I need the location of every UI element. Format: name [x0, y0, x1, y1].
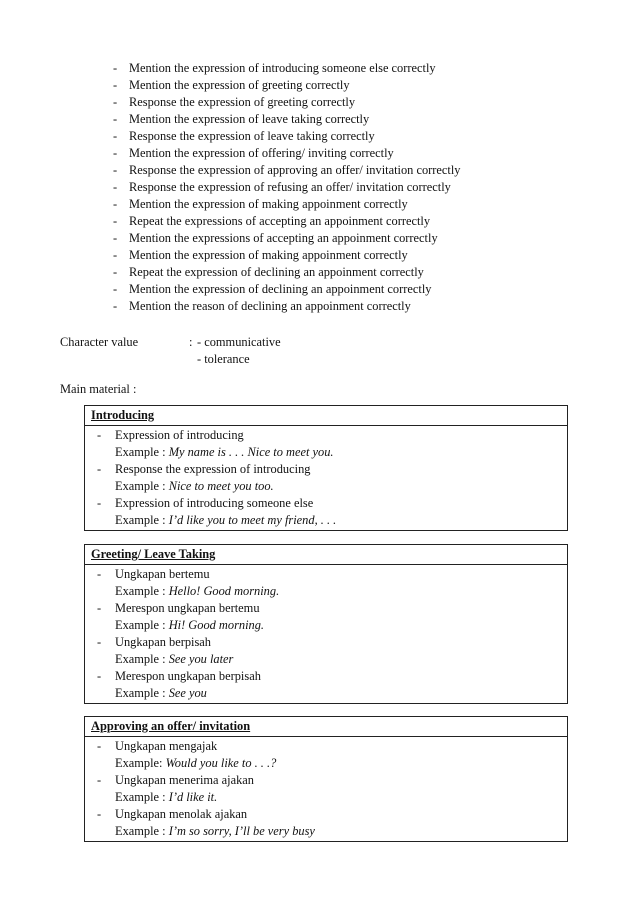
section-title: Approving an offer/ invitation: [85, 717, 567, 737]
list-item: - Merespon ungkapan bertemu Example : Hi! Good morning.: [97, 601, 265, 632]
character-value-communicative: - communicative: [197, 335, 281, 349]
example-line: Example : Nice to meet you too.: [115, 479, 274, 493]
list-item: - Repeat the expressions of accepting an appoinment correctly: [113, 214, 431, 228]
list-item: - Mention the expression of greeting correctly: [113, 78, 350, 92]
list-item: - Repeat the expression of declining an appoinment correctly: [113, 265, 424, 279]
section-approving-offer-invitation: [84, 716, 568, 842]
example-line: Example: Would you like to . . .?: [115, 756, 277, 770]
list-item: - Response the expression of approving an offer/ invitation correctly: [113, 163, 461, 177]
example-line: Example : My name is . . . Nice to meet you.: [115, 445, 334, 459]
list-item: - Mention the expression of making appoinment correctly: [113, 197, 408, 211]
section-greeting-leave-taking: [84, 544, 568, 704]
example-line: Example : See you later: [115, 652, 234, 666]
section-title: Introducing: [85, 406, 567, 426]
main-material-label: Main material :: [60, 382, 137, 396]
character-value-label: Character value: [60, 335, 139, 349]
section-title: Greeting/ Leave Taking: [85, 545, 567, 565]
example-line: Example : I’m so sorry, I’ll be very busy: [115, 824, 315, 838]
list-item: - Response the expression of refusing an offer/ invitation correctly: [113, 180, 451, 194]
list-item: - Response the expression of greeting correctly: [113, 95, 356, 109]
list-item: - Mention the reason of declining an appoinment correctly: [113, 299, 411, 313]
section-introducing: [84, 405, 568, 531]
list-item: - Mention the expression of making appoinment correctly: [113, 248, 408, 262]
example-line: Example : Hello! Good morning.: [115, 584, 280, 598]
list-item: - Mention the expression of leave taking correctly: [113, 112, 370, 126]
example-line: Example : Hi! Good morning.: [115, 618, 265, 632]
list-item: - Response the expression of introducing Example : Nice to meet you too.: [97, 462, 311, 493]
list-item: - Expression of introducing someone else Example : I’d like you to meet my friend, . . .: [97, 496, 337, 527]
list-item: - Response the expression of leave taking correctly: [113, 129, 375, 143]
list-item: - Ungkapan menolak ajakan Example : I’m so sorry, I’ll be very busy: [97, 807, 315, 838]
list-item: - Merespon ungkapan berpisah Example : See you: [97, 669, 261, 700]
learning-objectives-list: [113, 60, 460, 315]
example-line: Example : I’d like it.: [115, 790, 218, 804]
character-value-colon: :: [189, 335, 193, 349]
character-value-tolerance: - tolerance: [197, 352, 250, 366]
list-item: - Mention the expression of offering/ inviting correctly: [113, 146, 394, 160]
list-item: - Ungkapan mengajak Example: Would you like to . . .?: [97, 739, 277, 770]
example-line: Example : See you: [115, 686, 207, 700]
example-line: Example : I’d like you to meet my friend, . . .: [115, 513, 337, 527]
list-item: - Mention the expressions of accepting an appoinment correctly: [113, 231, 438, 245]
list-item: - Ungkapan berpisah Example : See you later: [97, 635, 234, 666]
list-item: - Mention the expression of declining an appoinment correctly: [113, 282, 432, 296]
list-item: - Expression of introducing Example : My name is . . . Nice to meet you.: [97, 428, 334, 459]
list-item: - Ungkapan bertemu Example : Hello! Good morning.: [97, 567, 280, 598]
list-item: - Ungkapan menerima ajakan Example : I’d like it.: [97, 773, 254, 804]
list-item: - Mention the expression of introducing someone else correctly: [113, 61, 436, 75]
